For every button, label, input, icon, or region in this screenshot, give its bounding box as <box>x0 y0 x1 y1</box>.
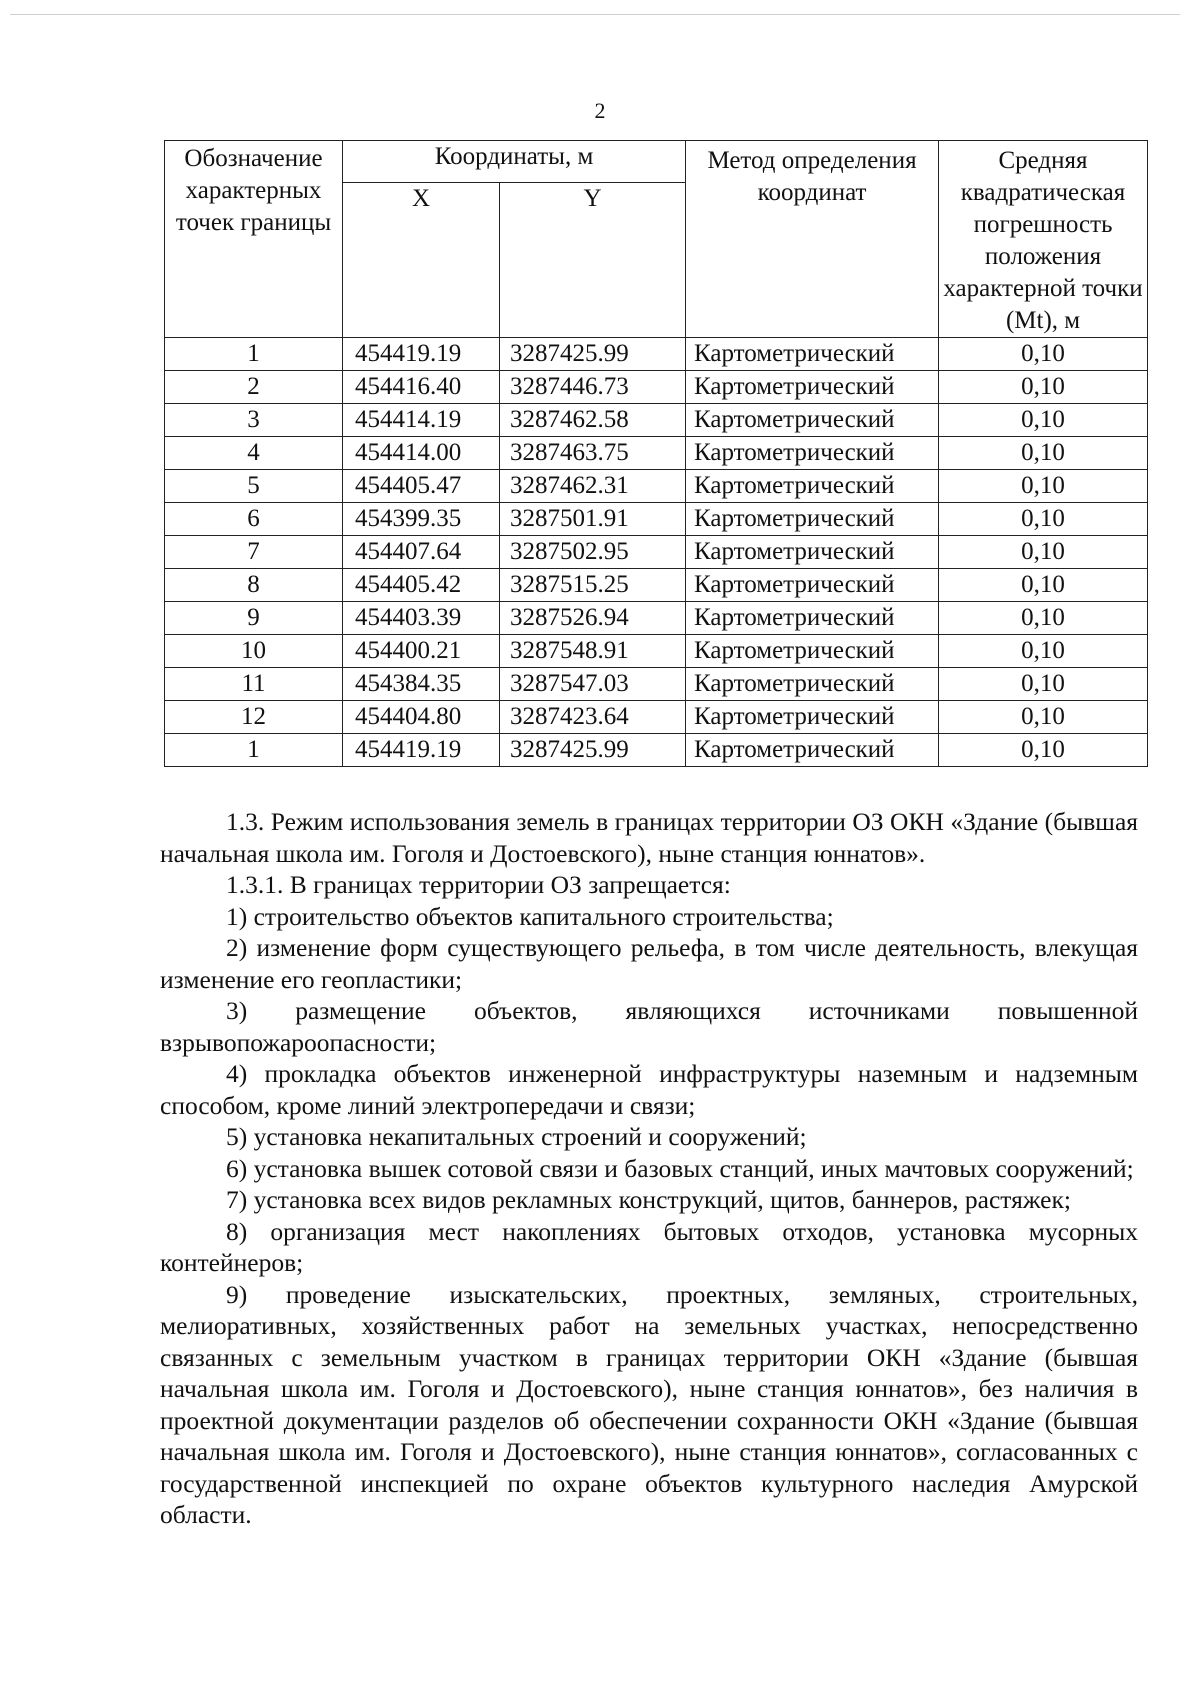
page-number: 2 <box>594 98 606 123</box>
paragraph: 4) прокладка объектов инженерной инфраструктуры наземным и надземным способом, кроме линий электропередачи и связи; <box>160 1059 1138 1120</box>
paragraph: 5) установка некапитальных строений и сооружений; <box>226 1122 807 1151</box>
accuracy-cell: 0,10 <box>939 404 1148 437</box>
table-row <box>165 602 1148 635</box>
method-cell: Картометрический <box>686 503 939 536</box>
paragraph: 9) проведение изыскательских, проектных, земляных, строительных, мелиоративных, хозяйственных работ на земельных участках, непосредственно связанных с земельным участком в границах территории ОКН «Здание (бывшая начальная школа им. Гоголя и Достоевского), ныне станция юннатов», без наличия в проектной документации разделов об обеспечении сохранности ОКН «Здание (бывшая начальная школа им. Гоголя и Достоевского), ныне станция юннатов», согласованных с государственной инспекцией по охране объектов культурного наследия Амурской области. <box>160 1279 1138 1529</box>
accuracy-cell: 0,10 <box>939 701 1148 734</box>
method-cell: Картометрический <box>686 602 939 635</box>
header-point: Обозначение характерных точек границы <box>165 141 343 338</box>
table-row <box>165 536 1148 569</box>
coord-y-cell: 3287462.58 <box>500 404 686 437</box>
coord-y-cell: 3287446.73 <box>500 371 686 404</box>
method-cell: Картометрический <box>686 635 939 668</box>
accuracy-cell: 0,10 <box>939 668 1148 701</box>
scan-edge-line <box>10 14 1180 15</box>
coord-y-cell: 3287501.91 <box>500 503 686 536</box>
header-y: Y <box>500 183 686 338</box>
point-number-cell: 8 <box>165 569 343 602</box>
point-number-cell: 12 <box>165 701 343 734</box>
coord-x-cell: 454419.19 <box>343 734 500 767</box>
point-number-cell: 1 <box>165 734 343 767</box>
table-header-row-1 <box>165 141 1148 183</box>
method-cell: Картометрический <box>686 668 939 701</box>
header-coords: Координаты, м <box>343 141 686 183</box>
coord-x-cell: 454400.21 <box>343 635 500 668</box>
point-number-cell: 5 <box>165 470 343 503</box>
coord-x-cell: 454405.47 <box>343 470 500 503</box>
point-number-cell: 7 <box>165 536 343 569</box>
table-row <box>165 701 1148 734</box>
accuracy-cell: 0,10 <box>939 602 1148 635</box>
point-number-cell: 4 <box>165 437 343 470</box>
paragraph: 6) установка вышек сотовой связи и базовых станций, иных мачтовых сооружений; <box>226 1153 1134 1183</box>
coord-y-cell: 3287425.99 <box>500 734 686 767</box>
paragraph: 7) установка всех видов рекламных конструкций, щитов, баннеров, растяжек; <box>226 1185 1071 1214</box>
method-cell: Картометрический <box>686 569 939 602</box>
coord-y-cell: 3287423.64 <box>500 701 686 734</box>
coord-x-cell: 454399.35 <box>343 503 500 536</box>
table-row <box>165 569 1148 602</box>
method-cell: Картометрический <box>686 404 939 437</box>
accuracy-cell: 0,10 <box>939 338 1148 371</box>
table-row <box>165 503 1148 536</box>
accuracy-cell: 0,10 <box>939 635 1148 668</box>
method-cell: Картометрический <box>686 701 939 734</box>
coord-y-cell: 3287547.03 <box>500 668 686 701</box>
accuracy-cell: 0,10 <box>939 569 1148 602</box>
point-number-cell: 1 <box>165 338 343 371</box>
table-row <box>165 470 1148 503</box>
paragraph: 2) изменение форм существующего рельефа, в том числе деятельность, влекущая изменение его геопластики; <box>160 933 1138 994</box>
coord-x-cell: 454414.00 <box>343 437 500 470</box>
table-row <box>165 635 1148 668</box>
accuracy-cell: 0,10 <box>939 437 1148 470</box>
point-number-cell: 10 <box>165 635 343 668</box>
paragraph: 3) размещение объектов, являющихся источниками повышенной взрывопожароопасности; <box>160 996 1138 1057</box>
coord-x-cell: 454419.19 <box>343 338 500 371</box>
method-cell: Картометрический <box>686 536 939 569</box>
method-cell: Картометрический <box>686 470 939 503</box>
paragraph: 1.3.1. В границах территории ОЗ запрещается: <box>226 870 731 899</box>
coord-x-cell: 454414.19 <box>343 404 500 437</box>
coord-y-cell: 3287526.94 <box>500 602 686 635</box>
paragraph: 8) организация мест накоплениях бытовых отходов, установка мусорных контейнеров; <box>160 1216 1138 1277</box>
point-number-cell: 2 <box>165 371 343 404</box>
coord-x-cell: 454407.64 <box>343 536 500 569</box>
header-method: Метод определения координат <box>686 141 939 338</box>
paragraph: 1.3. Режим использования земель в границах территории ОЗ ОКН «Здание (бывшая начальная школа им. Гоголя и Достоевского), ныне станция юннатов». <box>160 807 1138 868</box>
table-row <box>165 338 1148 371</box>
coord-y-cell: 3287548.91 <box>500 635 686 668</box>
method-cell: Картометрический <box>686 338 939 371</box>
coord-x-cell: 454416.40 <box>343 371 500 404</box>
accuracy-cell: 0,10 <box>939 536 1148 569</box>
coord-y-cell: 3287463.75 <box>500 437 686 470</box>
coordinates-table <box>164 140 1148 767</box>
method-cell: Картометрический <box>686 437 939 470</box>
method-cell: Картометрический <box>686 734 939 767</box>
method-cell: Картометрический <box>686 371 939 404</box>
paragraph: 1) строительство объектов капитального строительства; <box>226 901 834 931</box>
point-number-cell: 6 <box>165 503 343 536</box>
accuracy-cell: 0,10 <box>939 371 1148 404</box>
coord-x-cell: 454403.39 <box>343 602 500 635</box>
table-row <box>165 371 1148 404</box>
table-row <box>165 668 1148 701</box>
coord-x-cell: 454384.35 <box>343 668 500 701</box>
body-text <box>160 806 1138 1531</box>
point-number-cell: 9 <box>165 602 343 635</box>
header-x: X <box>343 183 500 338</box>
coord-y-cell: 3287502.95 <box>500 536 686 569</box>
point-number-cell: 11 <box>165 668 343 701</box>
table-row <box>165 437 1148 470</box>
accuracy-cell: 0,10 <box>939 470 1148 503</box>
coord-y-cell: 3287462.31 <box>500 470 686 503</box>
header-accuracy: Средняя квадратическая погрешность положения характерной точки (Mt), м <box>939 141 1148 338</box>
coord-y-cell: 3287515.25 <box>500 569 686 602</box>
table-row <box>165 404 1148 437</box>
coord-x-cell: 454405.42 <box>343 569 500 602</box>
accuracy-cell: 0,10 <box>939 734 1148 767</box>
coord-y-cell: 3287425.99 <box>500 338 686 371</box>
accuracy-cell: 0,10 <box>939 503 1148 536</box>
point-number-cell: 3 <box>165 404 343 437</box>
table-row <box>165 734 1148 767</box>
coord-x-cell: 454404.80 <box>343 701 500 734</box>
